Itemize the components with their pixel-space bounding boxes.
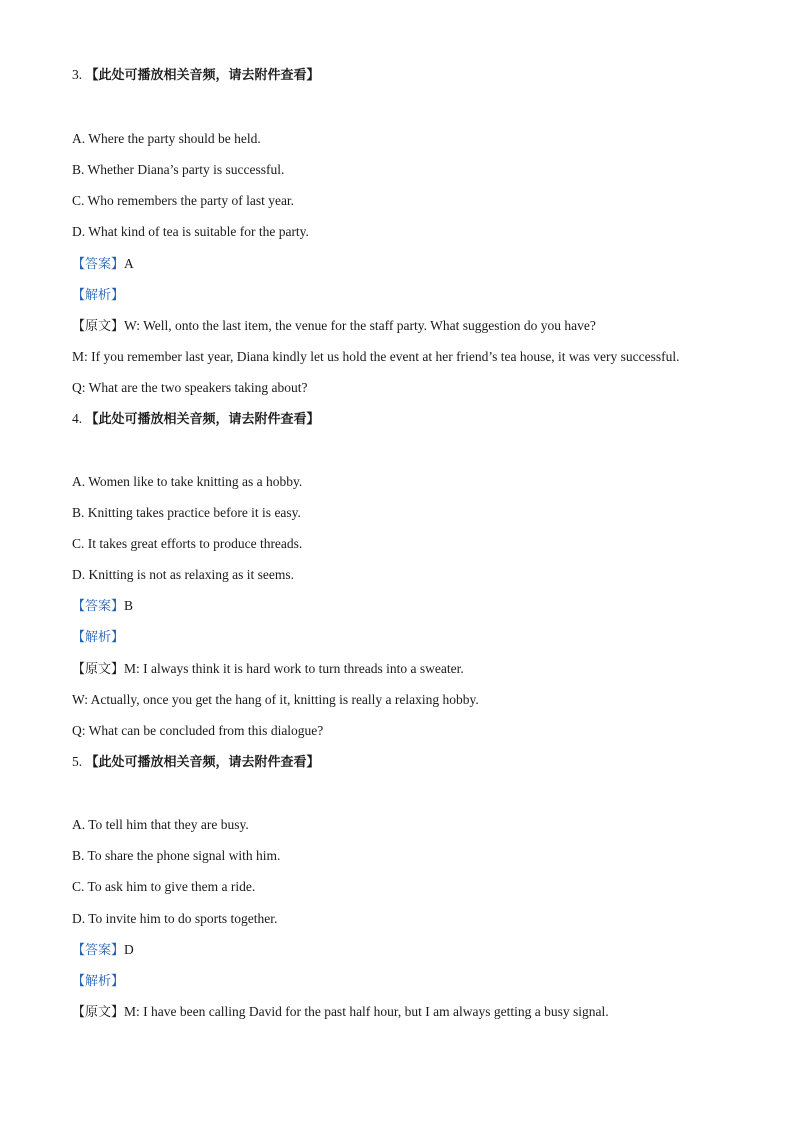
- transcript-line: W: Actually, once you get the hang of it, knitting is really a relaxing hobby.: [72, 692, 479, 707]
- transcript-line: Q: What can be concluded from this dialogue?: [72, 723, 324, 738]
- question-4-header: [72, 410, 320, 429]
- option-b: B. Knitting takes practice before it is easy.: [72, 505, 301, 520]
- question-5-header: [72, 753, 320, 772]
- option-b: B. Whether Diana’s party is successful.: [72, 162, 285, 177]
- transcript-line: [72, 660, 464, 679]
- answer-line: [72, 941, 134, 960]
- audio-placeholder[interactable]: 【此处可播放相关音频，请去附件查看】: [85, 412, 320, 427]
- audio-placeholder[interactable]: 【此处可播放相关音频，请去附件查看】: [85, 68, 320, 83]
- transcript-line: [72, 317, 596, 336]
- analysis-line: [72, 628, 124, 647]
- transcript-line: M: If you remember last year, Diana kindly let us hold the event at her friend’s tea house, it was very successful.: [72, 349, 680, 364]
- option-d: D. To invite him to do sports together.: [72, 911, 278, 926]
- option-b: B. To share the phone signal with him.: [72, 848, 281, 863]
- option-a: A. To tell him that they are busy.: [72, 817, 249, 832]
- option-a: A. Where the party should be held.: [72, 131, 261, 146]
- transcript-line: Q: What are the two speakers taking about?: [72, 380, 308, 395]
- transcript-text: M: I have been calling David for the past half hour, but I am always getting a busy signal.: [124, 1004, 609, 1019]
- question-3-header: [72, 66, 320, 85]
- option-c: C. Who remembers the party of last year.: [72, 193, 295, 208]
- option-d: D. Knitting is not as relaxing as it seems.: [72, 567, 294, 582]
- original-tag: 【原文】: [72, 319, 125, 334]
- question-number: 3.: [72, 67, 83, 82]
- option-c: C. It takes great efforts to produce threads.: [72, 536, 303, 551]
- question-number: 4.: [72, 411, 83, 426]
- transcript-text: W: Well, onto the last item, the venue for the staff party. What suggestion do you have?: [124, 318, 596, 333]
- answer-tag: 【答案】: [72, 943, 125, 958]
- answer-value: D: [124, 942, 134, 957]
- answer-value: B: [124, 598, 134, 613]
- original-tag: 【原文】: [72, 1005, 125, 1020]
- analysis-line: [72, 972, 124, 991]
- answer-tag: 【答案】: [72, 257, 125, 272]
- answer-value: A: [124, 256, 134, 271]
- analysis-tag: 【解析】: [72, 974, 125, 989]
- analysis-tag: 【解析】: [72, 288, 125, 303]
- answer-tag: 【答案】: [72, 599, 125, 614]
- option-d: D. What kind of tea is suitable for the party.: [72, 224, 309, 239]
- answer-line: [72, 255, 134, 274]
- analysis-line: [72, 286, 124, 305]
- transcript-text: M: I always think it is hard work to turn threads into a sweater.: [124, 661, 464, 676]
- original-tag: 【原文】: [72, 662, 125, 677]
- option-a: A. Women like to take knitting as a hobby.: [72, 474, 303, 489]
- transcript-line: [72, 1003, 609, 1022]
- question-number: 5.: [72, 754, 83, 769]
- audio-placeholder[interactable]: 【此处可播放相关音频，请去附件查看】: [85, 755, 320, 770]
- analysis-tag: 【解析】: [72, 630, 125, 645]
- option-c: C. To ask him to give them a ride.: [72, 879, 256, 894]
- answer-line: [72, 597, 133, 616]
